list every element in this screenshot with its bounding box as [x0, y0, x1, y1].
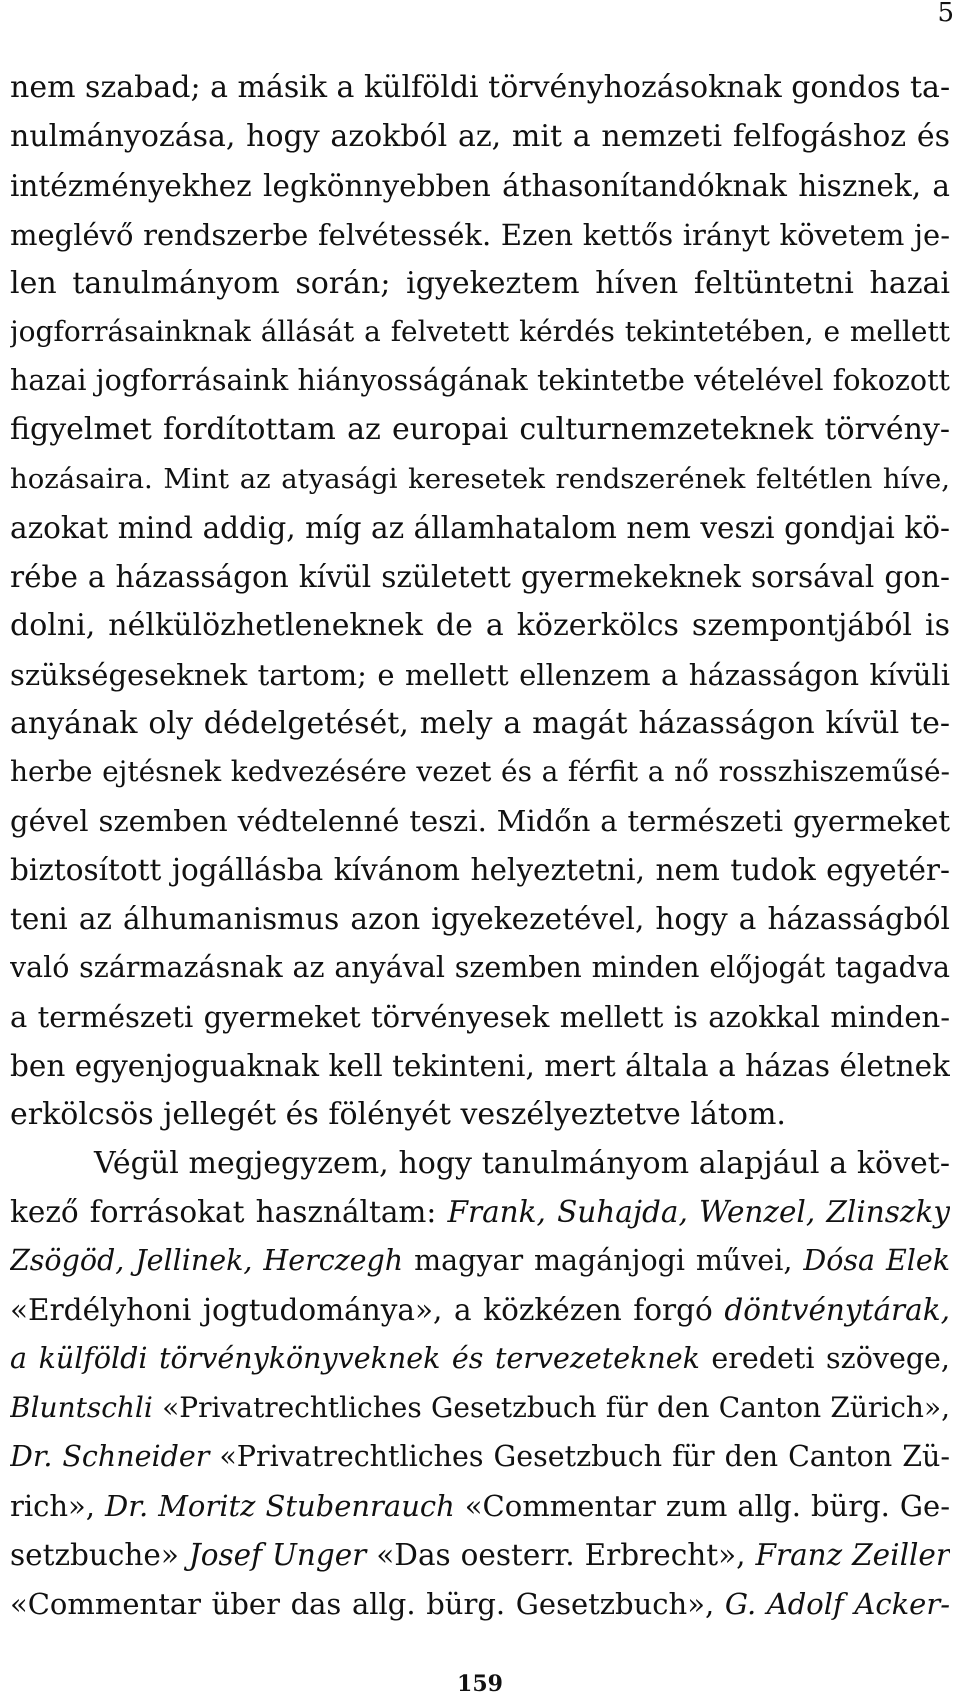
text-segment: a természeti gyermeket törvényesek mellett is azokkal minden-: [10, 999, 950, 1034]
text-segment: figyelmet fordítottam az europai culturnemzeteknek törvény-: [10, 412, 950, 448]
text-segment: meglévő rendszerbe felvétessék. Ezen kettős irányt követem je-: [10, 217, 950, 252]
italic-segment: Dósa Elek: [803, 1244, 950, 1278]
italic-segment: Bluntschli: [10, 1391, 153, 1425]
text-line: [10, 1140, 950, 1189]
text-segment: ben egyenjoguaknak kell tekinteni, mert általa a házas életnek: [10, 1048, 950, 1083]
text-segment: rich»,: [10, 1488, 106, 1523]
italic-segment: Frank, Suhajda, Wenzel, Zlinszky: [447, 1195, 950, 1230]
text-line: [10, 504, 950, 553]
text-segment: Végül megjegyzem, hogy tanulmányom alapjául a követ-: [94, 1145, 950, 1181]
text-segment: kező forrásokat használtam:: [10, 1195, 448, 1230]
text-line: [10, 1335, 950, 1384]
text-line: [10, 944, 950, 993]
text-segment: eredeti szövege,: [699, 1342, 950, 1376]
italic-segment: Dr. Schneider: [10, 1439, 210, 1473]
text-segment: gével szemben védtelenné teszi. Midőn a természeti gyermeket: [10, 804, 950, 839]
text-segment: jogforrásainknak állását a felvetett kérdés tekintetében, e mellett: [10, 315, 950, 349]
text-segment: len tanulmányom során; igyekeztem híven feltüntetni hazai: [10, 265, 950, 301]
text-line: [10, 1286, 950, 1335]
text-segment: nem szabad; a másik a külföldi törvényhozásoknak gondos ta-: [10, 70, 950, 105]
text-line: [10, 162, 950, 211]
text-segment: dolni, nélkülözhetleneknek de a közerkölcs szempontjából is: [10, 607, 950, 643]
text-line: [10, 553, 950, 602]
text-line: [10, 1237, 950, 1286]
text-line: [10, 651, 950, 700]
text-line: [10, 700, 950, 749]
text-line: [10, 1482, 950, 1531]
italic-segment: Franz Zeiller: [755, 1537, 950, 1572]
text-line: [10, 748, 950, 797]
text-line: [10, 797, 950, 846]
text-line: [10, 895, 950, 944]
text-line: [10, 211, 950, 260]
text-line: [10, 455, 950, 504]
text-segment: erkölcsös jellegét és fölényét veszélyeztetve látom.: [10, 1096, 786, 1132]
text-line: [10, 357, 950, 406]
text-line: [10, 64, 950, 113]
italic-segment: a külföldi törvénykönyveknek és tervezeteknek: [10, 1342, 700, 1376]
text-line: [10, 1384, 950, 1433]
text-segment: rébe a házasságon kívül született gyermekeknek sorsával gon-: [10, 559, 950, 594]
text-segment: hozásaira. Mint az atyasági keresetek rendszerének feltétlen híve,: [10, 463, 950, 496]
text-segment: «Erdélyhoni jogtudománya», a közkézen forgó: [10, 1293, 725, 1328]
text-segment: való származásnak az anyával szemben minden előjogát tagadva: [10, 951, 950, 985]
text-segment: teni az álhumanismus azon igyekezetével, hogy a házasságból: [10, 902, 950, 937]
text-segment: setzbuche»: [10, 1537, 189, 1572]
text-segment: «Commentar über das allg. bürg. Gesetzbuch»,: [10, 1586, 725, 1621]
text-line: [10, 1091, 950, 1140]
text-segment: herbe ejtésnek kedvezésére vezet és a férfit a nő rosszhiszeműsé-: [10, 755, 950, 789]
text-line: [10, 406, 950, 455]
italic-segment: Dr. Moritz Stubenrauch: [105, 1488, 455, 1523]
text-segment: hazai jogforrásaink hiányosságának tekintetbe vételével fokozott: [10, 364, 950, 398]
text-line: [10, 602, 950, 651]
text-segment: «Privatrechtliches Gesetzbuch für den Canton Zürich»,: [152, 1391, 950, 1425]
text-line: [10, 1531, 950, 1580]
text-segment: «Privatrechtliches Gesetzbuch für den Canton Zü-: [209, 1439, 950, 1473]
italic-segment: Josef Unger: [188, 1537, 367, 1572]
text-line: [10, 1042, 950, 1091]
body-text: [10, 64, 950, 1629]
printer-signature: 159: [457, 1671, 503, 1697]
italic-segment: G. Adolf Acker-: [724, 1586, 950, 1621]
text-segment: azokat mind addig, míg az államhatalom nem veszi gondjai kö-: [10, 511, 950, 546]
text-segment: anyának oly dédelgetését, mely a magát házasságon kívül te-: [10, 705, 950, 741]
text-line: [10, 1580, 950, 1629]
text-segment: intézményekhez legkönnyebben áthasonítandóknak hisznek, a: [10, 168, 950, 203]
text-line: [10, 1188, 950, 1237]
text-segment: «Commentar zum allg. bürg. Ge-: [454, 1488, 950, 1523]
text-line: [10, 993, 950, 1042]
text-line: [10, 308, 950, 357]
text-segment: «Das oesterr. Erbrecht»,: [366, 1537, 756, 1572]
text-segment: nulmányozása, hogy azokból az, mit a nemzeti felfogáshoz és: [10, 118, 950, 154]
italic-segment: Zsögöd, Jellinek, Herczegh: [10, 1244, 404, 1278]
text-line: [10, 846, 950, 895]
text-line: [10, 113, 950, 162]
text-line: [10, 260, 950, 309]
italic-segment: döntvénytárak,: [724, 1293, 950, 1328]
text-line: [10, 1433, 950, 1482]
text-segment: szükségeseknek tartom; e mellett ellenzem a házasságon kívüli: [10, 657, 950, 692]
text-segment: magyar magánjogi művei,: [403, 1244, 804, 1278]
text-segment: biztosított jogállásba kívánom helyeztetni, nem tudok egyetér-: [10, 853, 950, 888]
page-number: 5: [937, 0, 954, 28]
